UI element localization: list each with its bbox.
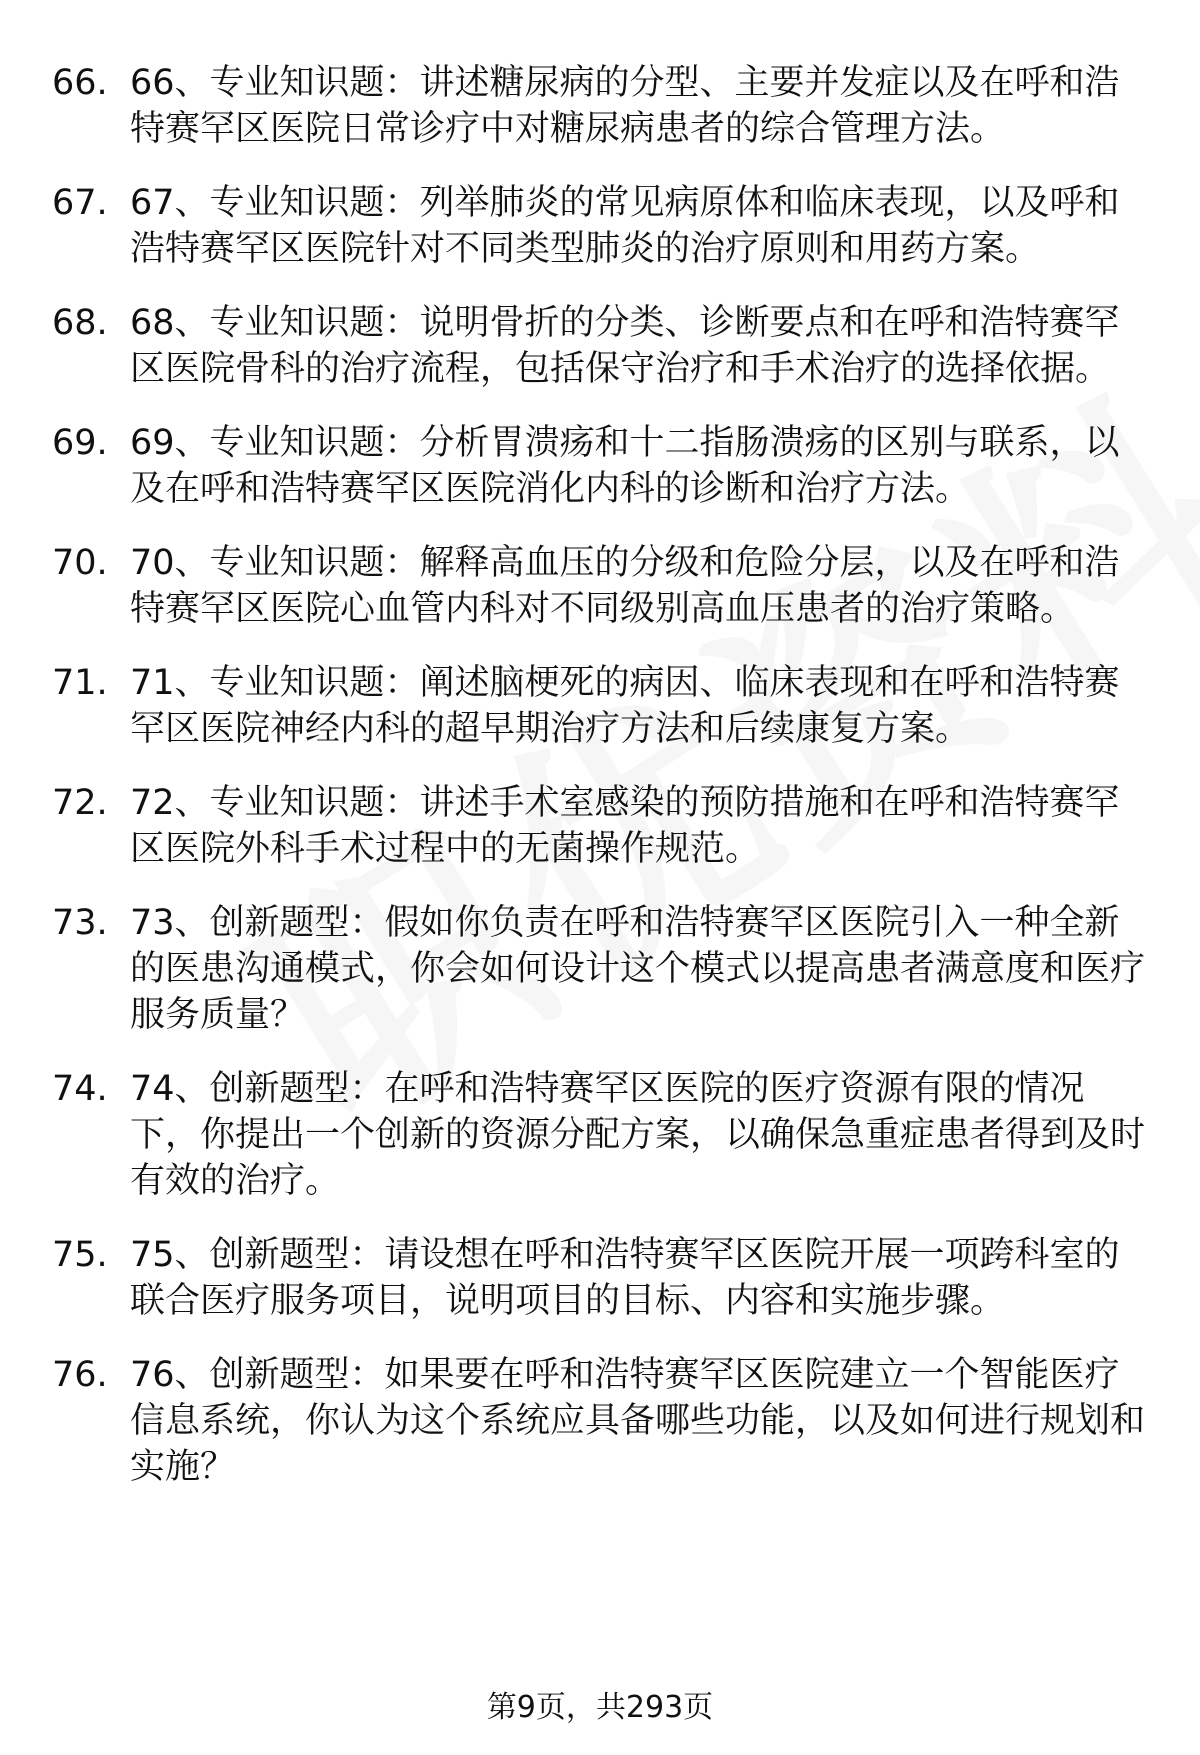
question-text: 74、创新题型：在呼和浩特赛罕区医院的医疗资源有限的情况下，你提出一个创新的资源分配方案，以确保急重症患者得到及时有效的治疗。: [130, 1069, 1146, 1201]
question-text: 76、创新题型：如果要在呼和浩特赛罕区医院建立一个智能医疗信息系统，你认为这个系统应具备哪些功能，以及如何进行规划和实施？: [130, 1355, 1146, 1487]
question-text: 69、专业知识题：分析胃溃疡和十二指肠溃疡的区别与联系，以及在呼和浩特赛罕区医院消化内科的诊断和治疗方法。: [130, 423, 1120, 509]
question-item: [52, 300, 1152, 392]
question-text: 66、专业知识题：讲述糖尿病的分型、主要并发症以及在呼和浩特赛罕区医院日常诊疗中对糖尿病患者的综合管理方法。: [130, 63, 1120, 149]
question-item: [52, 780, 1152, 872]
question-item: [52, 540, 1152, 632]
question-item: [52, 1232, 1152, 1324]
question-number: 74.: [52, 1069, 108, 1109]
question-text: 67、专业知识题：列举肺炎的常见病原体和临床表现，以及呼和浩特赛罕区医院针对不同类型肺炎的治疗原则和用药方案。: [130, 183, 1120, 269]
question-number: 73.: [52, 903, 108, 943]
question-number: 71.: [52, 663, 108, 703]
question-text: 68、专业知识题：说明骨折的分类、诊断要点和在呼和浩特赛罕区医院骨科的治疗流程，包括保守治疗和手术治疗的选择依据。: [130, 303, 1120, 389]
question-list: [52, 60, 1152, 1518]
question-number: 69.: [52, 423, 108, 463]
question-item: [52, 900, 1152, 1038]
question-item: [52, 1352, 1152, 1490]
question-number: 76.: [52, 1355, 108, 1395]
question-text: 72、专业知识题：讲述手术室感染的预防措施和在呼和浩特赛罕区医院外科手术过程中的无菌操作规范。: [130, 783, 1120, 869]
question-text: 71、专业知识题：阐述脑梗死的病因、临床表现和在呼和浩特赛罕区医院神经内科的超早期治疗方法和后续康复方案。: [130, 663, 1120, 749]
question-item: [52, 420, 1152, 512]
question-text: 75、创新题型：请设想在呼和浩特赛罕区医院开展一项跨科室的联合医疗服务项目，说明项目的目标、内容和实施步骤。: [130, 1235, 1120, 1321]
question-number: 68.: [52, 303, 108, 343]
question-number: 72.: [52, 783, 108, 823]
question-number: 70.: [52, 543, 108, 583]
page-footer: 第9页，共293页: [486, 1690, 714, 1725]
question-number: 66.: [52, 63, 108, 103]
question-text: 73、创新题型：假如你负责在呼和浩特赛罕区医院引入一种全新的医患沟通模式，你会如何设计这个模式以提高患者满意度和医疗服务质量？: [130, 903, 1146, 1035]
question-item: [52, 60, 1152, 152]
question-number: 75.: [52, 1235, 108, 1275]
question-number: 67.: [52, 183, 108, 223]
question-item: [52, 660, 1152, 752]
question-item: [52, 180, 1152, 272]
question-item: [52, 1066, 1152, 1204]
question-text: 70、专业知识题：解释高血压的分级和危险分层，以及在呼和浩特赛罕区医院心血管内科对不同级别高血压患者的治疗策略。: [130, 543, 1120, 629]
